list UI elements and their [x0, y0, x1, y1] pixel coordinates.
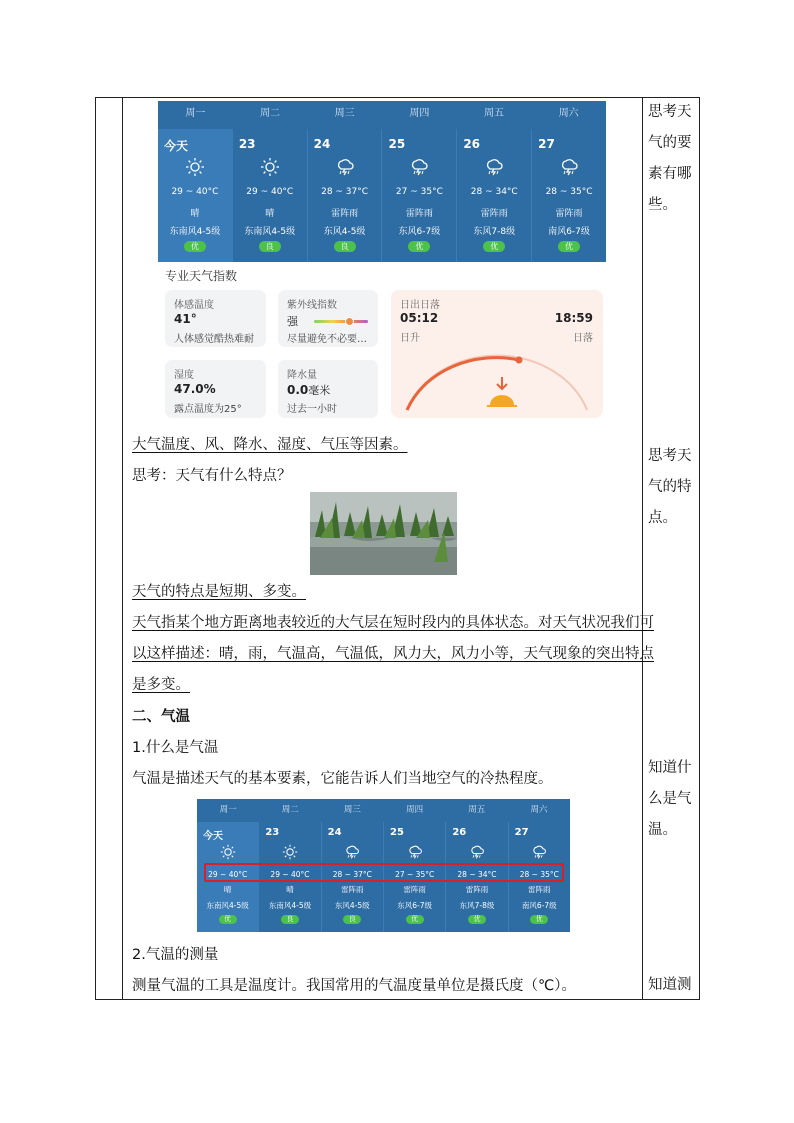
weekday-label: 周五 [484, 108, 505, 119]
index-section-title: 专业天气指数 [165, 269, 238, 283]
forecast-temperature: 28 ~ 34°C [470, 187, 518, 197]
forecast-wind: 南风6-7级 [521, 901, 557, 910]
forecast-temperature: 29 ~ 40°C [270, 870, 310, 879]
thunder-rain-icon [446, 844, 507, 864]
forecast-temperature: 28 ~ 37°C [332, 870, 372, 879]
subheading-what-is-temperature: 1.什么是气温 [132, 740, 219, 756]
forecast-date: 23 [265, 827, 280, 838]
forecast-weather: 雷阵雨 [331, 209, 359, 219]
forecast-wind: 东风6-7级 [398, 227, 441, 237]
forecast-temperature: 27 ~ 35°C [395, 187, 443, 197]
weekday-label: 周五 [468, 805, 486, 815]
forecast-date: 26 [463, 137, 481, 151]
paragraph-weather-definition-line1: 天气指某个地方距离地表较近的大气层在短时段内的具体状态。对天气状况我们可 [132, 615, 654, 631]
question-weather-features: 思考：天气有什么特点？ [132, 468, 292, 484]
forecast-date: 今天 [164, 139, 189, 153]
forecast-wind: 东风6-7级 [397, 901, 433, 910]
forecast-temperature: 29 ~ 40°C [208, 870, 248, 879]
sunrise-time: 05:12 [400, 311, 439, 325]
sunset-label: 日落 [573, 333, 593, 344]
weekday-header [158, 101, 606, 127]
rain-value-row [287, 382, 330, 398]
forecast-weather: 晴 [286, 885, 294, 894]
sunrise-sunset-card [391, 290, 603, 418]
weekday-label: 周一 [219, 805, 237, 815]
uv-desc: 尽量避免不必要… [287, 334, 367, 345]
forecast-day [307, 129, 382, 262]
air-quality-badge: 优 [483, 241, 505, 252]
air-quality-badge: 优 [530, 915, 548, 924]
forecast-date: 26 [452, 827, 467, 838]
sun-label: 日出日落 [400, 300, 440, 311]
forecast-temperature: 29 ~ 40°C [246, 187, 294, 197]
air-quality-badge: 良 [343, 915, 361, 924]
rain-label: 降水量 [287, 370, 317, 381]
forecast-weather: 雷阵雨 [341, 885, 364, 894]
thunder-rain-icon [532, 157, 606, 181]
feels-like-card [165, 290, 266, 347]
section-heading-temperature: 二、气温 [132, 709, 190, 725]
air-quality-badge: 优 [468, 915, 486, 924]
weekday-label: 周一 [185, 108, 206, 119]
forecast-weather: 雷阵雨 [405, 209, 433, 219]
paragraph-temperature-measurement: 测量气温的工具是温度计。我国常用的气温度量单位是摄氏度（℃）。 [132, 978, 577, 994]
air-quality-badge: 优 [219, 915, 237, 924]
air-quality-badge: 良 [281, 915, 299, 924]
paragraph-weather-definition-line3: 是多变。 [132, 677, 190, 693]
forecast-day [381, 129, 456, 262]
forecast-weather: 雷阵雨 [480, 209, 508, 219]
forecast-date: 25 [389, 827, 404, 838]
rain-unit: 毫米 [308, 384, 331, 397]
table-divider-right [642, 97, 643, 1000]
forecast-wind: 东南风4-5级 [206, 901, 249, 910]
thunder-rain-icon [308, 157, 382, 181]
forecast-wind: 南风6-7级 [548, 227, 590, 237]
rain-card [278, 360, 378, 418]
rain-desc: 过去一小时 [287, 404, 337, 415]
air-quality-badge: 良 [259, 241, 281, 252]
forecast-day [456, 129, 531, 262]
flooded-garden-photo [310, 492, 457, 575]
feels-like-desc: 人体感觉酷热难耐 [174, 334, 254, 345]
forecast-weather: 雷阵雨 [403, 885, 426, 894]
sun-icon [233, 157, 307, 181]
forecast-date: 24 [327, 827, 342, 838]
sunrise-label: 日升 [400, 333, 420, 344]
uv-scale-bar [314, 320, 368, 323]
paragraph-weather-characteristics: 天气的特点是短期、多变。 [132, 584, 306, 600]
forecast-temperature: 29 ~ 40°C [171, 187, 219, 197]
weather-forecast-panel [158, 101, 606, 262]
rain-value: 0.0 [287, 383, 309, 397]
uv-level-marker [345, 317, 354, 326]
air-quality-badge: 优 [406, 915, 424, 924]
forecast-wind: 东南风4-5级 [244, 227, 296, 237]
air-quality-badge: 优 [408, 241, 430, 252]
sunset-icon [485, 375, 519, 413]
forecast-date: 27 [538, 137, 555, 151]
temperature-highlight-box [204, 863, 564, 882]
weekday-label: 周四 [409, 108, 430, 119]
forecast-day [232, 129, 307, 262]
weekday-header [197, 799, 570, 821]
air-quality-badge: 优 [184, 241, 206, 252]
forecast-wind: 东风4-5级 [334, 901, 370, 910]
sun-icon [197, 844, 258, 864]
forecast-weather: 雷阵雨 [555, 209, 583, 219]
uv-label: 紫外线指数 [287, 300, 337, 311]
subheading-temperature-measurement: 2.气温的测量 [132, 947, 219, 963]
forecast-temperature: 28 ~ 37°C [321, 187, 369, 197]
forecast-temperature: 28 ~ 34°C [457, 870, 497, 879]
weekday-label: 周二 [260, 108, 280, 119]
weekday-label: 周三 [343, 805, 361, 815]
side-note-temperature: 知道什 么是气 温。 [648, 760, 692, 838]
uv-card [278, 290, 378, 347]
side-note-weather-features: 思考天 气的特 点。 [648, 448, 692, 526]
feels-like-value: 41° [174, 312, 197, 326]
air-quality-badge: 良 [334, 241, 356, 252]
thunder-rain-icon [509, 844, 570, 864]
forecast-weather: 晴 [265, 209, 275, 219]
paragraph-temperature-definition: 气温是描述天气的基本要素，它能告诉人们当地空气的冷热程度。 [132, 771, 553, 787]
forecast-wind: 东风4-5级 [323, 227, 366, 237]
weekday-label: 周三 [334, 108, 355, 119]
sun-icon [158, 157, 232, 181]
weekday-label: 周四 [406, 805, 424, 815]
forecast-temperature: 28 ~ 35°C [545, 187, 593, 197]
humidity-desc: 露点温度为25° [174, 404, 242, 415]
forecast-weather: 晴 [223, 885, 232, 894]
forecast-weather: 雷阵雨 [465, 885, 489, 894]
thunder-rain-icon [382, 157, 456, 181]
forecast-date: 24 [313, 137, 331, 151]
forecast-weather: 晴 [190, 209, 200, 219]
forecast-wind: 东风7-8级 [459, 901, 495, 910]
side-note-weather-elements: 思考天 气的要 素有哪 些。 [648, 104, 692, 213]
uv-value: 强 [287, 315, 298, 328]
forecast-columns [158, 129, 606, 262]
thunder-rain-icon [457, 157, 531, 181]
table-divider-left [122, 97, 123, 1000]
side-note-measurement: 知道测 [648, 977, 692, 993]
paragraph-weather-elements: 大气温度、风、降水、湿度、气压等因素。 [132, 437, 408, 453]
paragraph-weather-definition-line2: 以这样描述：晴，雨，气温高，气温低，风力大，风力小等，天气现象的突出特点 [132, 646, 654, 662]
forecast-temperature: 28 ~ 35°C [519, 870, 559, 879]
weekday-label: 周六 [558, 108, 579, 119]
humidity-value: 47.0% [174, 382, 216, 396]
forecast-wind: 东南风4-5级 [268, 901, 312, 910]
forecast-wind: 东风7-8级 [473, 227, 516, 237]
forecast-weather: 雷阵雨 [528, 885, 551, 894]
air-quality-badge: 优 [558, 241, 580, 252]
feels-like-label: 体感温度 [174, 300, 214, 311]
forecast-date: 23 [238, 137, 256, 151]
forecast-date: 25 [388, 137, 406, 151]
weekday-label: 周六 [530, 805, 548, 815]
forecast-date: 27 [514, 827, 529, 838]
sun-icon [259, 844, 320, 864]
sunset-time: 18:59 [554, 311, 593, 325]
forecast-wind: 东南风4-5级 [169, 227, 221, 237]
humidity-card [165, 360, 266, 418]
forecast-day [158, 129, 232, 262]
weekday-label: 周二 [281, 805, 299, 815]
forecast-day [531, 129, 606, 262]
forecast-date: 今天 [203, 831, 223, 842]
forecast-temperature: 27 ~ 35°C [395, 870, 435, 879]
humidity-label: 湿度 [174, 370, 194, 381]
thunder-rain-icon [322, 844, 383, 864]
thunder-rain-icon [384, 844, 445, 864]
